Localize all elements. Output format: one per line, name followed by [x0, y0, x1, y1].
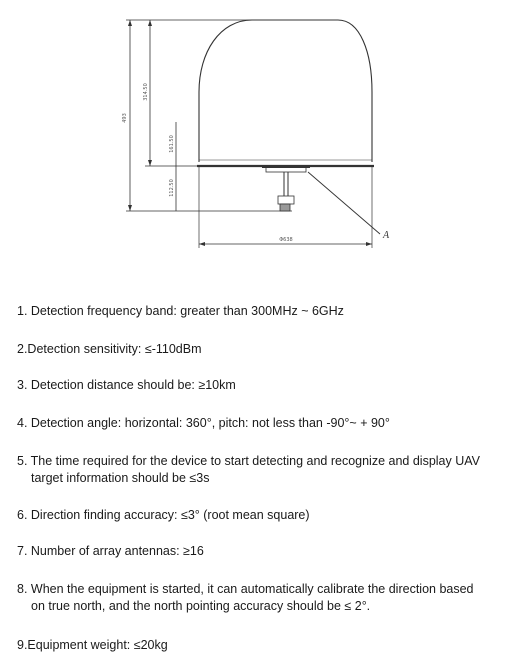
arrow-dome-top	[148, 20, 152, 26]
spec-text: 5. The time required for the device to start detecting and recognize and display UAV	[17, 454, 480, 468]
spec-text: 2.Detection sensitivity: ≤-110dBm	[17, 342, 202, 356]
spec-item-weight	[17, 637, 507, 654]
spec-text: 1. Detection frequency band: greater than 300MHz ~ 6GHz	[17, 304, 344, 318]
spec-text-continuation: target information should be ≤3s	[31, 471, 210, 485]
spec-item-north-calibration	[17, 581, 507, 615]
dimension-dome-label: 314.50	[143, 83, 149, 101]
arrow-total-top	[128, 20, 132, 26]
spec-item-frequency-band	[17, 303, 507, 320]
arrow-diameter-right	[366, 242, 372, 246]
dimension-mid-label: 161.50	[169, 135, 175, 153]
mount-foot	[280, 204, 290, 211]
spec-item-sensitivity	[17, 341, 507, 358]
spec-item-array-antennas	[17, 543, 507, 560]
dimension-diameter-label: Φ638	[279, 237, 293, 243]
spec-item-response-time	[17, 453, 507, 487]
spec-text: 7. Number of array antennas: ≥16	[17, 544, 204, 558]
connector-strip	[262, 166, 310, 168]
radome-outline	[199, 20, 372, 162]
mount-clamp	[278, 196, 294, 204]
arrow-dome-bottom	[148, 160, 152, 166]
callout-leader-line	[308, 172, 380, 234]
spec-text: 3. Detection distance should be: ≥10km	[17, 378, 236, 392]
spec-item-detection-angle	[17, 415, 507, 432]
spec-text: 6. Direction finding accuracy: ≤3° (root mean square)	[17, 508, 310, 522]
spec-text: 4. Detection angle: horizontal: 360°, pitch: not less than -90°~ + 90°	[17, 416, 390, 430]
spec-text-continuation: on true north, and the north pointing accuracy should be ≤ 2°.	[31, 599, 371, 613]
spec-text: 8. When the equipment is started, it can automatically calibrate the direction based	[17, 582, 474, 596]
spec-text: 9.Equipment weight: ≤20kg	[17, 638, 168, 652]
spec-item-detection-distance	[17, 377, 507, 394]
antenna-technical-drawing	[0, 0, 523, 270]
spec-item-direction-accuracy	[17, 507, 507, 524]
callout-label: A	[383, 230, 390, 241]
dimension-total-label: 493	[122, 113, 128, 123]
arrow-diameter-left	[199, 242, 205, 246]
dimension-base-label: 112.50	[169, 179, 175, 197]
arrow-total-bottom	[128, 205, 132, 211]
